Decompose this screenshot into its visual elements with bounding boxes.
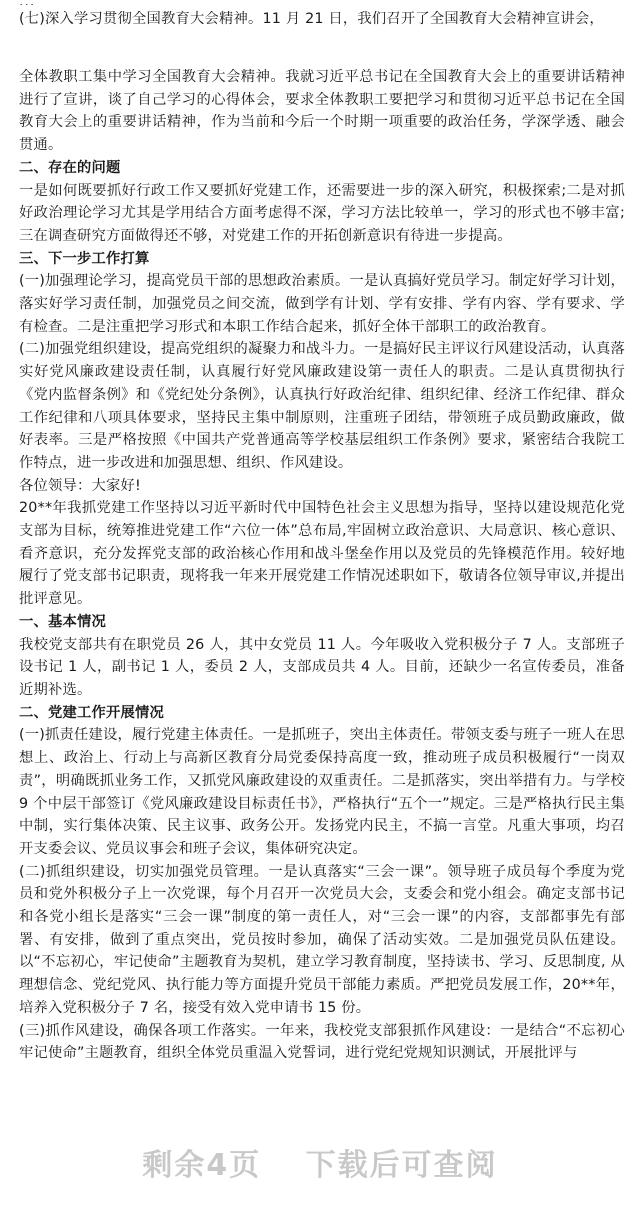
download-to-view-text: 下载后可查阅 (305, 1148, 498, 1183)
section-heading: 二、存在的问题 (19, 159, 121, 176)
section-heading: 二、党建工作开展情况 (19, 704, 164, 721)
cut-top-line (0, 0, 640, 5)
body-paragraph: (一)加强理论学习，提高党员干部的思想政治素质。一是认真搞好党员学习。制定好学习计划，落实好学习责任制，加强党员之间交流，做到学有计划、学有安排、学有内容、学有要求、学有检查。二是注重把学习形式和本职工作结合起来，抓好全体干部职工的政治教育。 (19, 273, 625, 335)
body-paragraph: (一)抓责任建设，履行党建主体责任。一是抓班子，突出主体责任。带领支委与班子一班人在思想上、政治上、行动上与高新区教育分局党委保持高度一致，推动班子成员积极履行“一岗双责”，明确既抓业务工作，又抓党风廉政建设的双重责任。二是抓落实，突出举措有力。与学校 9 个中层干部签订《党风廉政建设目标责任书》，严格执行“五个一”规定。三是严格执行民主集中制，实行集体决策、民主议事、政务公开。发扬党内民主，不搞一言堂。凡重大事项，均召开支委会议、党员议事会和班子会议，集体研究决定。 (19, 727, 625, 857)
remaining-pages-text: 剩余4页 (142, 1148, 262, 1183)
first-paragraph-line: (七)深入学习贯彻全国教育大会精神。11 月 21 日，我们召开了全国教育大会精神宣讲会， (19, 11, 604, 27)
cut-top-text (19, 0, 35, 5)
body-paragraph: 20**年我抓党建工作坚持以习近平新时代中国特色社会主义思想为指导，坚持以建设规范化党支部为目标，统筹推进党建工作“六位一体”总布局,牢固树立政治意识、大局意识、核心意识、看齐意识，充分发挥党支部的政治核心作用和战斗堡垒作用以及党员的先锋模范作用。较好地履行了党支部书记职责，现将我一年来开展党建工作情况述职如下，敬请各位领导审议,并提出批评意见。 (19, 500, 625, 608)
body-paragraph: 一是如何既要抓好行政工作又要抓好党建工作，还需要进一步的深入研究，积极探索;二是对抓好政治理论学习尤其是学用结合方面考虑得不深，学习方法比较单一，学习的形式也不够丰富;三在调查研究方面做得还不够，对党建工作的开拓创新意识有待进一步提高。 (19, 182, 625, 244)
section-heading: 三、下一步工作打算 (19, 250, 150, 267)
body-paragraph: (二)加强党组织建设，提高党组织的凝聚力和战斗力。一是搞好民主评议行风建设活动，认真落实好党风廉政建设责任制，认真履行好党风廉政建设第一责任人的职责。二是认真贯彻执行《党内监督条例》和《党纪处分条例》，认真执行好政治纪律、组织纪律、经济工作纪律、群众工作纪律和八项具体要求，坚持民主集中制原则，注重班子团结，带领班子成员勤政廉政，做好表率。三是严格按照《中国共产党普通高等学校基层组织工作条例》要求，紧密结合我院工作特点，进一步改进和加强思想、组织、作风建设。 (19, 341, 625, 471)
download-watermark (0, 1140, 640, 1184)
body-paragraph: (三)抓作风建设，确保各项工作落实。一年来，我校党支部狠抓作风建设：一是结合“不忘初心 牢记使命”主题教育，组织全体党员重温入党誓词，进行党纪党规知识测试，开展批评与 (19, 1022, 625, 1062)
body-paragraph: 我校党支部共有在职党员 26 人，其中女党员 11 人。今年吸收入党积极分子 7 人。支部班子设书记 1 人，副书记 1 人，委员 2 人，支部成员共 4 人。目前，还缺少一名宣传委员，准备近期补选。 (19, 636, 625, 698)
document-body (19, 66, 625, 1065)
body-paragraph: 全体教职工集中学习全国教育大会精神。我就习近平总书记在全国教育大会上的重要讲话精神进行了宣讲，谈了自己学习的心得体会，要求全体教职工要把学习和贯彻习近平总书记在全国教育大会上的重要讲话精神，作为当前和今后一个时期一项重要的政治任务，学深学透、融会贯通。 (19, 69, 625, 154)
body-paragraph: (二)抓组织建设，切实加强党员管理。一是认真落实“三会一课”。领导班子成员每个季度为党员和党外积极分子上一次党课，每个月召开一次党员大会，支委会和党小组会。确定支部书记和各党小组长是落实“三会一课”制度的第一责任人，对“三会一课”的内容，支部都事先有部署、有安排，做到了重点突出，党员按时参加，确保了活动实效。二是加强党员队伍建设。以“不忘初心，牢记使命”主题教育为契机，建立学习教育制度，坚持读书、学习、反思制度, 从理想信念、党纪党风、执行能力等方面提升党员干部能力素质。严把党员发展工作，20**年，培养入党积极分子 7 名，接受有效入党申请书 15 份。 (19, 863, 625, 1016)
section-heading: 一、基本情况 (19, 613, 106, 630)
body-paragraph: 各位领导：大家好! (19, 477, 141, 494)
